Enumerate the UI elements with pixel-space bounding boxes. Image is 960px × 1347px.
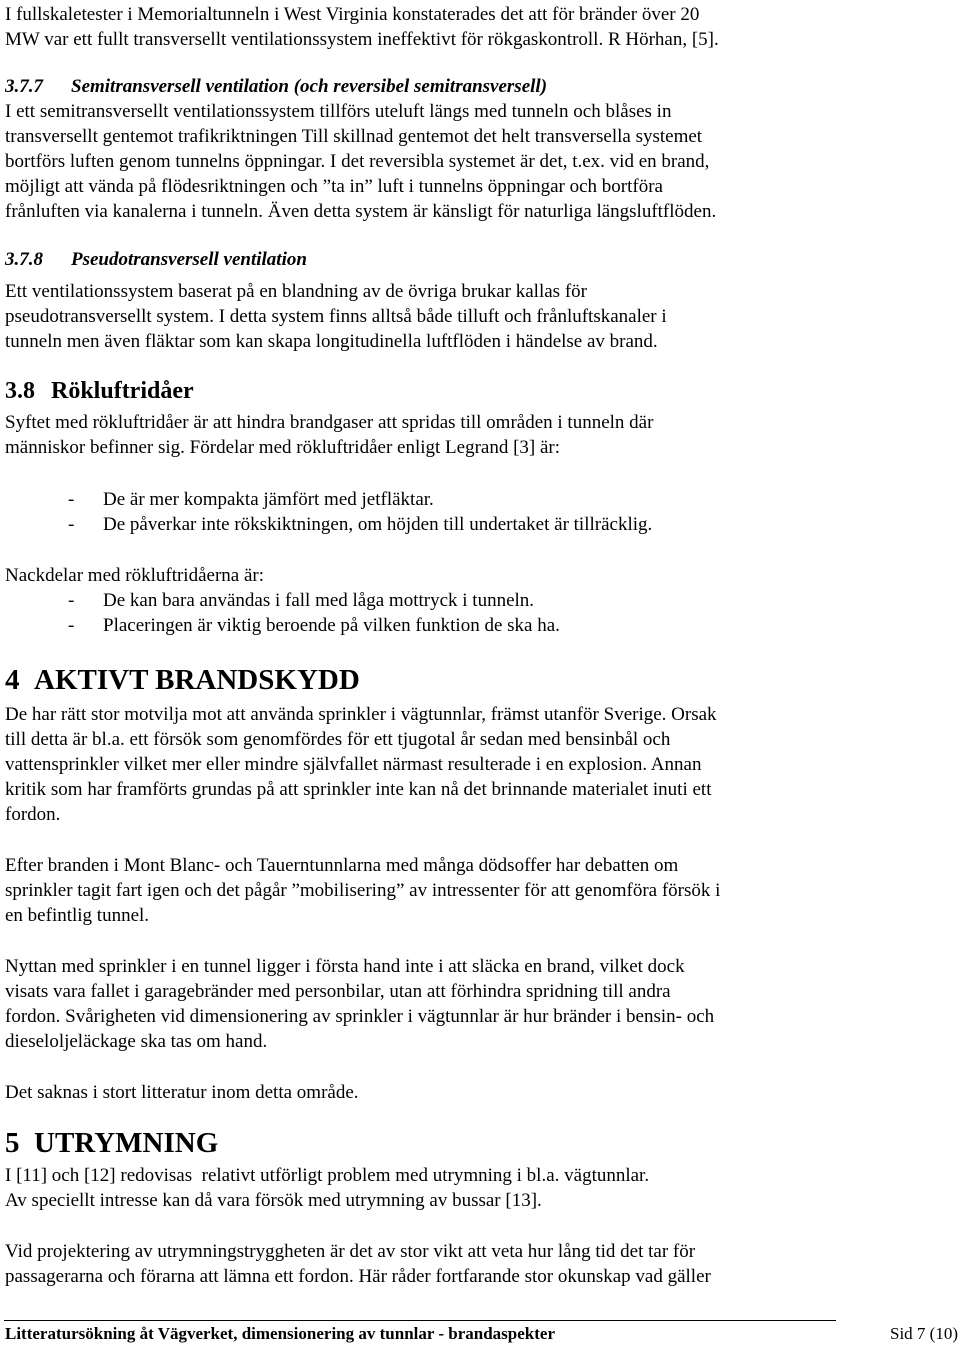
heading-3-7-8 bbox=[5, 247, 955, 272]
text-line: Vid projektering av utrymningstryggheten är det av stor vikt att veta hur lång tid det tar för bbox=[5, 1241, 696, 1262]
dash-marker: - bbox=[68, 590, 75, 611]
paragraph-5-2 bbox=[5, 1239, 955, 1289]
heading-3-7-7 bbox=[5, 74, 955, 99]
heading-number: 3.7.7 bbox=[5, 76, 43, 97]
text-line: tunneln men även fläktar som kan skapa longitudinella luftflöden i händelse av brand. bbox=[5, 331, 658, 352]
text-line: Nyttan med sprinkler i en tunnel ligger i första hand inte i att släcka en brand, vilket dock bbox=[5, 956, 685, 977]
text-line: passagerarna och förarna att lämna ett fordon. Här råder fortfarande stor okunskap vad gäller bbox=[5, 1266, 711, 1287]
text-line: bortförs luften genom tunnelns öppningar. I det reversibla systemet är det, t.ex. vid en brand, bbox=[5, 151, 710, 172]
page-content bbox=[5, 0, 955, 1289]
dash-marker: - bbox=[68, 615, 75, 636]
text-line: Efter branden i Mont Blanc- och Tauerntunnlarna med många dödsoffer har debatten om bbox=[5, 855, 679, 876]
text-line: en befintlig tunnel. bbox=[5, 905, 150, 926]
text-line: visats vara fallet i garagebränder med personbilar, utan att förhindra spridning till andra bbox=[5, 981, 671, 1002]
footer-title: Litteratursökning åt Vägverket, dimensionering av tunnlar - brandaspekter bbox=[5, 1324, 556, 1343]
text-line: MW var ett fullt transversellt ventilationssystem ineffektivt för rökgaskontroll. R Hörhan, [5]. bbox=[5, 29, 719, 50]
heading-title: Rökluftridåer bbox=[51, 378, 194, 404]
text-line: I fullskaletester i Memorialtunneln i West Virginia konstaterades det att för bränder över 20 bbox=[5, 4, 700, 25]
paragraph-3-7-7 bbox=[5, 99, 955, 224]
list-item-text: De påverkar inte rökskiktningen, om höjden till undertaket är tillräcklig. bbox=[103, 514, 653, 535]
heading-number: 5 bbox=[5, 1127, 20, 1159]
heading-4 bbox=[5, 662, 955, 698]
text-line: fordon. bbox=[5, 804, 61, 825]
paragraph-3-8 bbox=[5, 410, 955, 460]
text-line: frånluften via kanalerna i tunneln. Även detta system är känsligt för naturliga längsluftflöden. bbox=[5, 201, 717, 222]
text-line: I ett semitransversellt ventilationssystem tillförs uteluft längs med tunneln och blåses in bbox=[5, 101, 672, 122]
advantages-list bbox=[5, 487, 955, 537]
list-item bbox=[5, 613, 955, 638]
heading-3-8 bbox=[5, 376, 955, 406]
heading-title: AKTIVT BRANDSKYDD bbox=[34, 664, 360, 696]
heading-number: 4 bbox=[5, 664, 20, 696]
list-item-text: De är mer kompakta jämfört med jetfläktar. bbox=[103, 489, 434, 510]
text-line: Av speciellt intresse kan då vara försök med utrymning av bussar [13]. bbox=[5, 1190, 542, 1211]
heading-title: Pseudotransversell ventilation bbox=[71, 249, 307, 270]
paragraph-4-1 bbox=[5, 702, 955, 827]
footer-rule bbox=[4, 1320, 836, 1321]
list-item-text: De kan bara användas i fall med låga mottryck i tunneln. bbox=[103, 590, 535, 611]
list-item-text: Placeringen är viktig beroende på vilken funktion de ska ha. bbox=[103, 615, 560, 636]
paragraph-4-2 bbox=[5, 853, 955, 928]
text-line: vattensprinkler vilket mer eller mindre självfallet närmast resulterade i en explosion. Annan bbox=[5, 754, 702, 775]
heading-title: UTRYMNING bbox=[34, 1127, 219, 1159]
paragraph-4-3 bbox=[5, 954, 955, 1054]
heading-5 bbox=[5, 1125, 955, 1161]
text-line: I [11] och [12] redovisas relativt utförligt problem med utrymning i bl.a. vägtunnlar. bbox=[5, 1165, 650, 1186]
text-line: möjligt att vända på flödesriktningen och ”ta in” luft i tunnelns öppningar och bortföra bbox=[5, 176, 663, 197]
heading-title: Semitransversell ventilation (och reversibel semitransversell) bbox=[71, 76, 548, 97]
page-number: Sid 7 (10) bbox=[890, 1324, 958, 1343]
dash-marker: - bbox=[68, 514, 75, 535]
text-line: fordon. Svårigheten vid dimensionering av sprinkler i vägtunnlar är hur bränder i bensin- och bbox=[5, 1006, 715, 1027]
disadvantages-list bbox=[5, 588, 955, 638]
heading-number: 3.8 bbox=[5, 378, 35, 404]
text-line: De har rätt stor motvilja mot att använda sprinkler i vägtunnlar, främst utanför Sverige. Orsak bbox=[5, 704, 717, 725]
paragraph-4-4 bbox=[5, 1080, 955, 1105]
text-line: dieseloljeläckage ska tas om hand. bbox=[5, 1031, 268, 1052]
disadvantages-intro: Nackdelar med rökluftridåerna är: bbox=[5, 565, 265, 586]
heading-number: 3.7.8 bbox=[5, 249, 43, 270]
text-line: människor befinner sig. Fördelar med rökluftridåer enligt Legrand [3] är: bbox=[5, 437, 561, 458]
text-line: Syftet med rökluftridåer är att hindra brandgaser att spridas till områden i tunneln där bbox=[5, 412, 654, 433]
paragraph-3-7-8 bbox=[5, 279, 955, 354]
text-line: transversellt gentemot trafikriktningen Till skillnad gentemot det helt transversella systemet bbox=[5, 126, 703, 147]
paragraph-5-1 bbox=[5, 1163, 955, 1213]
intro-paragraph bbox=[5, 2, 955, 52]
text-line: Ett ventilationssystem baserat på en blandning av de övriga brukar kallas för bbox=[5, 281, 587, 302]
list-item bbox=[5, 588, 955, 613]
text-line: sprinkler tagit fart igen och det pågår ”mobilisering” av intressenter för att genomföra försök i bbox=[5, 880, 721, 901]
list-item bbox=[5, 512, 955, 537]
list-item bbox=[5, 487, 955, 512]
text-line: kritik som har framförts grundas på att sprinkler inte kan nå det brinnande materialet inuti ett bbox=[5, 779, 712, 800]
text-line: pseudotransversellt system. I detta system finns alltså både tilluft och frånluftskanaler i bbox=[5, 306, 667, 327]
page-footer bbox=[0, 1318, 960, 1347]
text-line: Det saknas i stort litteratur inom detta område. bbox=[5, 1082, 359, 1103]
dash-marker: - bbox=[68, 489, 75, 510]
text-line: till detta är bl.a. ett försök som genomfördes för ett tjugotal år sedan med bensinbål och bbox=[5, 729, 671, 750]
